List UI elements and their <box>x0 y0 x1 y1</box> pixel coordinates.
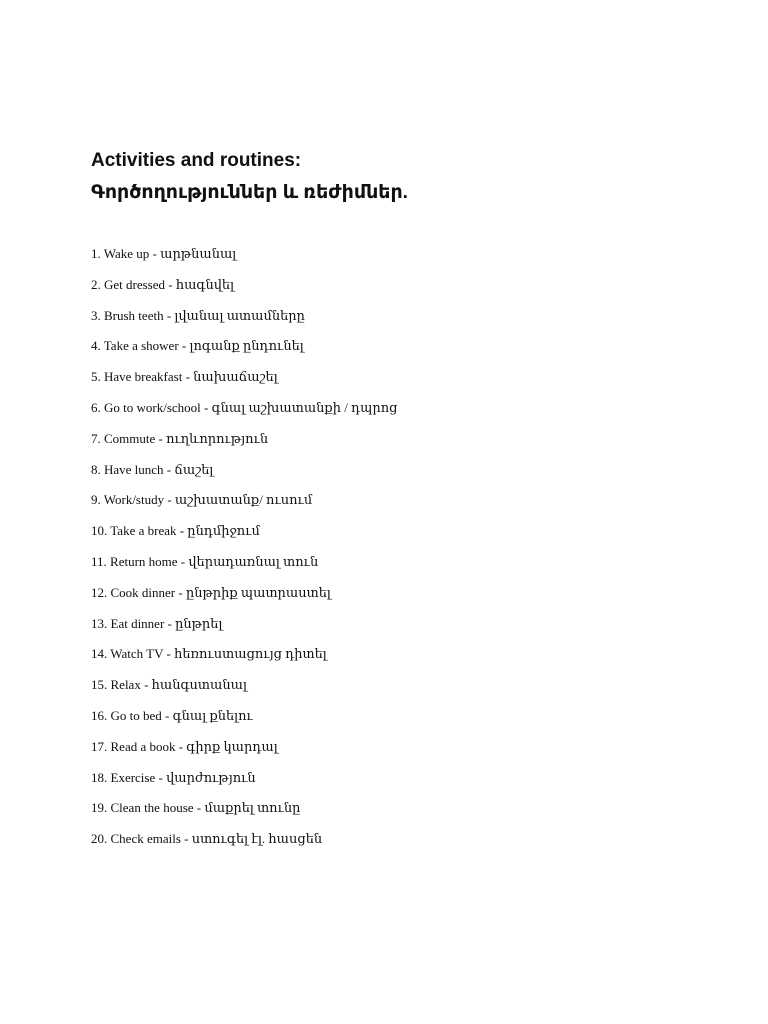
list-item: 15. Relax - հանգստանալ <box>91 677 247 693</box>
list-item: 20. Check emails - ստուգել էլ. հասցեն <box>91 831 323 847</box>
list-item: 2. Get dressed - հագնվել <box>91 276 235 292</box>
list-item: 5. Have breakfast - նախաճաշել <box>91 369 278 385</box>
list-item: 17. Read a book - գիրք կարդալ <box>91 738 278 754</box>
list-item: 13. Eat dinner - ընթրել <box>91 615 223 631</box>
list-item: 7. Commute - ուղևորություն <box>91 430 269 446</box>
list-item: 14. Watch TV - հեռուստացույց դիտել <box>91 646 327 662</box>
list-item: 4. Take a shower - լոգանք ընդունել <box>91 338 304 354</box>
list-item: 19. Clean the house - մաքրել տունը <box>91 800 301 816</box>
list-item: 8. Have lunch - ճաշել <box>91 461 214 477</box>
list-item: 12. Cook dinner - ընթրիք պատրաստել <box>91 584 331 600</box>
vocabulary-list <box>91 245 398 861</box>
list-item: 16. Go to bed - գնալ քնելու <box>91 707 253 723</box>
list-item: 3. Brush teeth - լվանալ ատամները <box>91 307 305 323</box>
list-item: 1. Wake up - արթնանալ <box>91 246 237 261</box>
page-subtitle: Գործողություններ և ռեժիմներ. <box>91 182 408 203</box>
page-title: Activities and routines: <box>91 150 302 171</box>
list-item: 6. Go to work/school - գնալ աշխատանքի / դպրոց <box>91 399 398 415</box>
list-item: 9. Work/study - աշխատանք/ ուսում <box>91 492 313 508</box>
list-item: 11. Return home - վերադառնալ տուն <box>91 553 319 569</box>
list-item: 18. Exercise - վարժություն <box>91 769 256 785</box>
document-content <box>91 147 711 847</box>
list-item: 10. Take a break - ընդմիջում <box>91 523 260 539</box>
